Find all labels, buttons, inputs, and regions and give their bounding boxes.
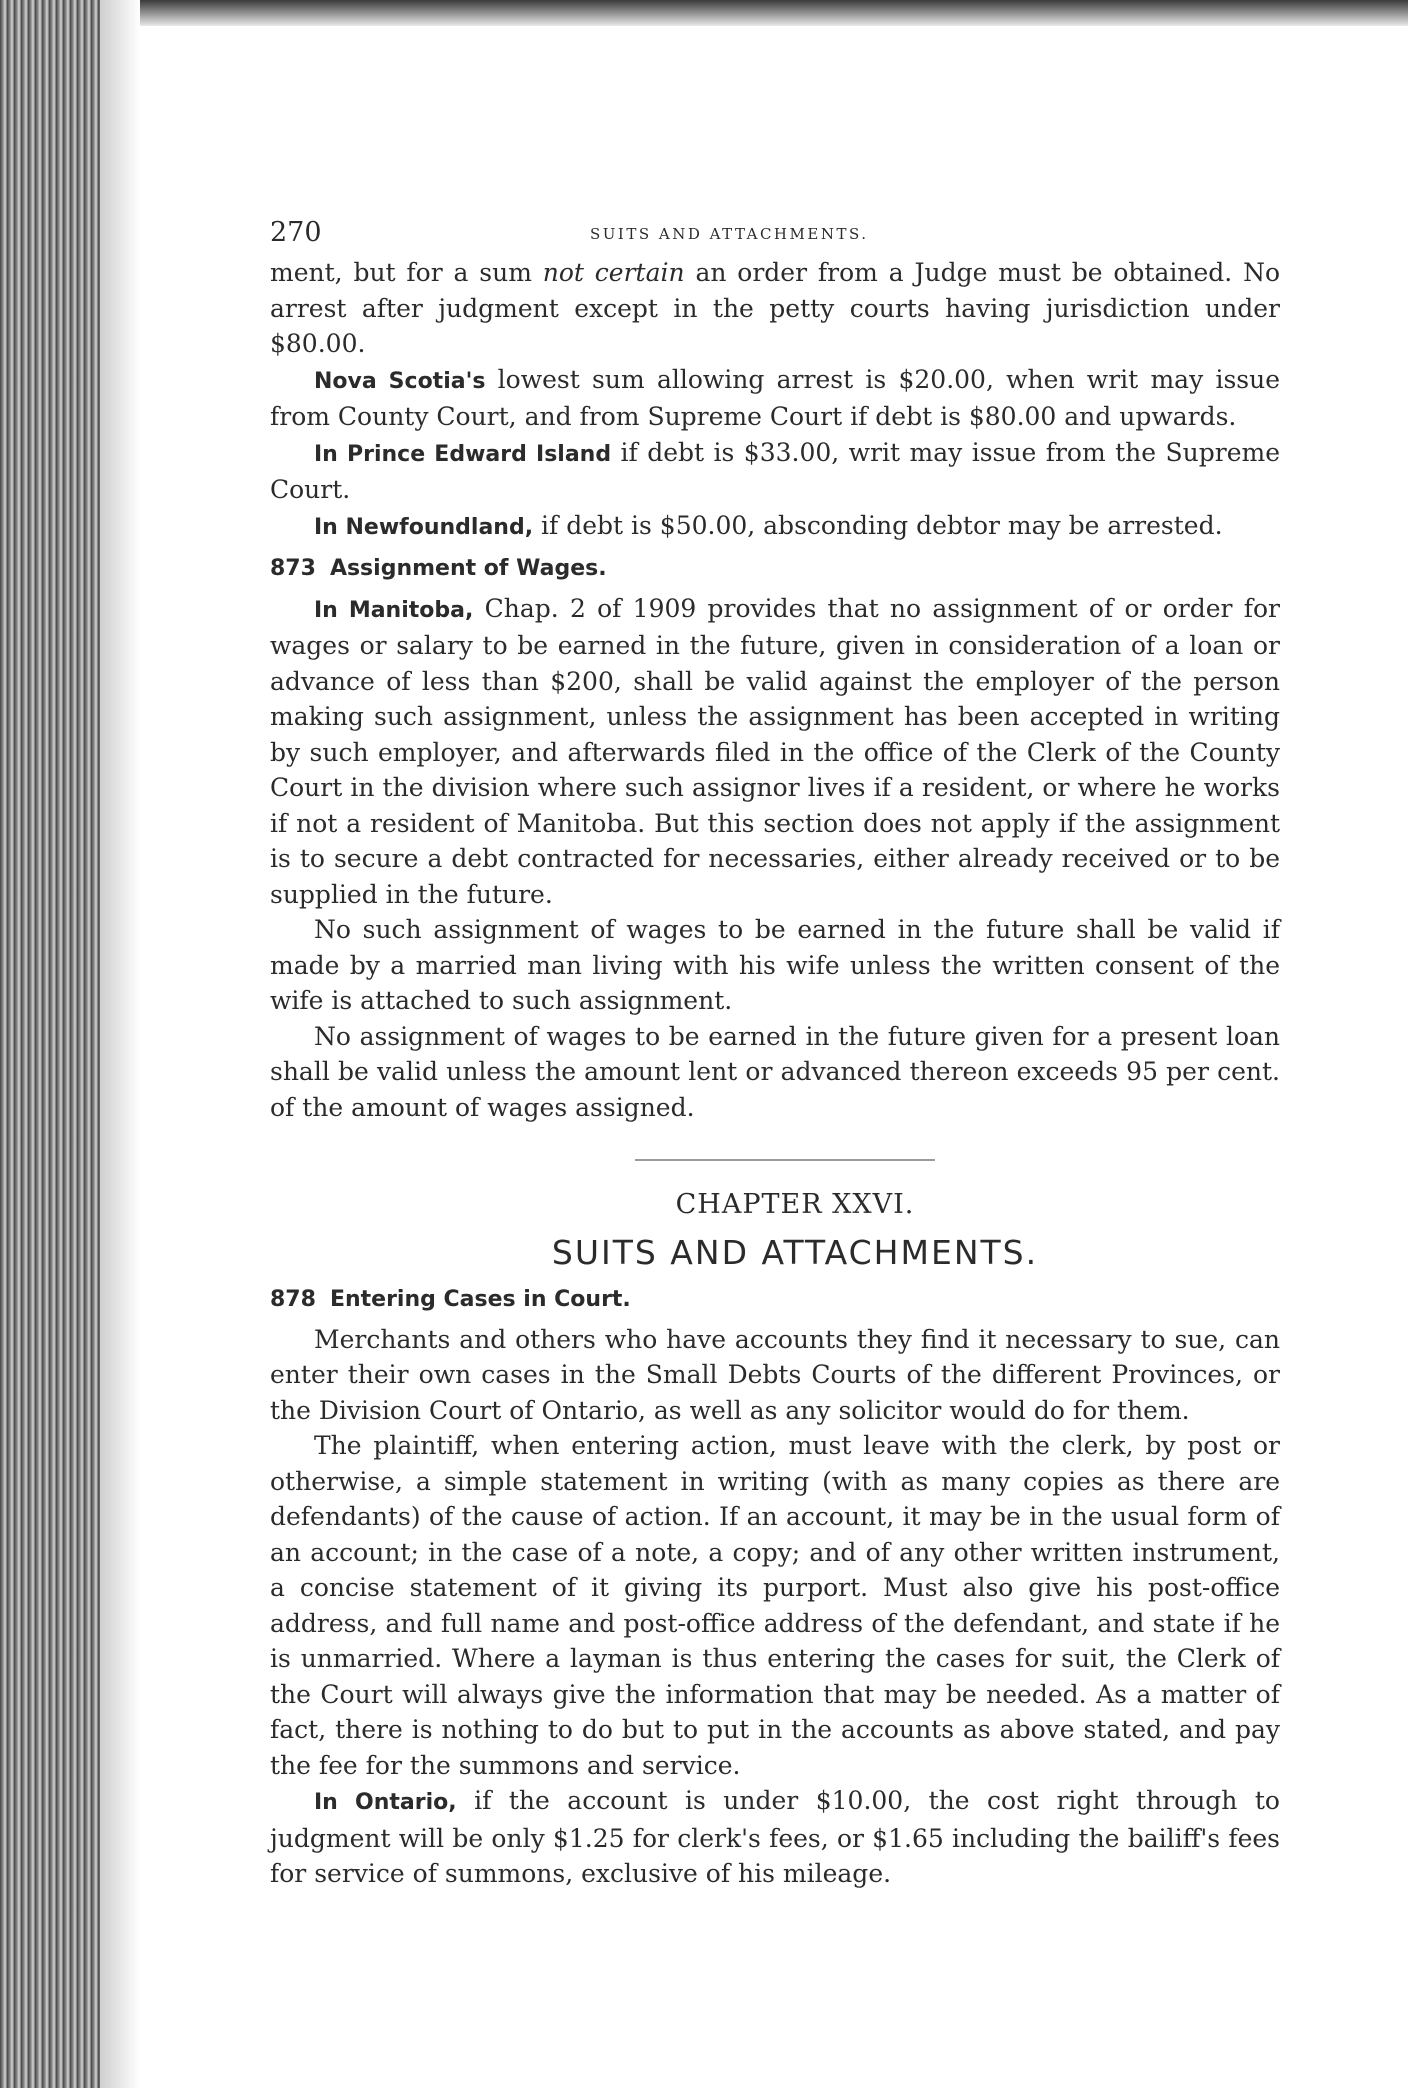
- top-scan-shadow: [0, 0, 1408, 26]
- section-title: Assignment of Wages.: [329, 556, 607, 581]
- section-number: 873: [270, 556, 316, 581]
- chapter-title: SUITS AND ATTACHMENTS.: [551, 1232, 1039, 1272]
- paragraph-text: if debt is $33.00, writ may issue from the Supreme Court.: [270, 437, 1280, 504]
- paragraph-text: lowest sum allowing arrest is $20.00, when writ may issue from County Court, and from Supreme Court if debt is $80.00 and upwards.: [270, 364, 1280, 431]
- chapter-divider-rule: [635, 1159, 935, 1161]
- paragraph-ontario: [270, 1783, 1280, 1892]
- paragraph-present-loan: No assignment of wages to be earned in the future given for a present loan shall be valid unless the amount lent or advanced thereon exceeds 95 per cent. of the amount of wages assigned.: [270, 1021, 1280, 1122]
- section-heading-878: [270, 1282, 1280, 1318]
- paragraph-lead: Nova Scotia's: [314, 368, 486, 394]
- paragraph-text: Chap. 2 of 1909 provides that no assignment of or order for wages or salary to be earned in the future, given in consideration of a loan or advance of less than $200, shall be valid against the employer of the person making such assignment, unless the assignment has been accepted in writing by such employer, and afterwards filed in the office of the Clerk of the County Court in the division where such assignor lives if a resident, or where he works if not a resident of Manitoba. But this section does not apply if the assignment is to secure a debt contracted for necessaries, either already received or to be supplied in the future.: [270, 593, 1280, 909]
- text-run: an order from a Judge must be obtained. No arrest after judgment except in the petty courts having jurisdiction under $80.00.: [270, 258, 1280, 358]
- paragraph-prince-edward-island: [270, 435, 1280, 508]
- paragraph-nova-scotia: [270, 362, 1280, 435]
- running-header: [270, 205, 1280, 255]
- emphasis-text: not certain: [542, 258, 685, 287]
- paragraph-merchants: Merchants and others who have accounts they find it necessary to sue, can enter their own cases in the Small Debts Courts of the different Provinces, or the Division Court of Ontario, as well as any solicitor would do for them.: [270, 1324, 1280, 1425]
- section-title: Entering Cases in Court.: [329, 1287, 631, 1312]
- book-page-edges: [0, 0, 110, 2088]
- paragraph-plaintiff: The plaintiff, when entering action, must leave with the clerk, by post or otherwise, a simple statement in writing (with as many copies as there are defendants) of the cause of action. If an account, it may be in the usual form of an account; in the case of a note, a copy; and of any other written instrument, a concise statement of it giving its purport. Must also give his post-office address, and full name and post-office address of the defendant, and state if he is unmarried. Where a layman is thus entering the cases for suit, the Clerk of the Court will always give the information that may be needed. As a matter of fact, there is nothing to do but to put in the accounts as above stated, and pay the fee for the summons and service.: [270, 1431, 1280, 1780]
- paragraph-manitoba: [270, 591, 1280, 913]
- paragraph-continued: [270, 255, 1280, 362]
- paragraph-newfoundland: [270, 508, 1280, 546]
- paragraph-lead: In Newfoundland,: [314, 514, 534, 540]
- section-number: 878: [270, 1287, 316, 1312]
- paragraph-lead: In Prince Edward Island: [314, 441, 612, 467]
- chapter-label: CHAPTER XXVI.: [675, 1189, 915, 1220]
- paragraph-lead: In Ontario,: [314, 1790, 457, 1815]
- gutter-shadow: [100, 0, 140, 2088]
- section-heading-873: [270, 551, 1280, 587]
- paragraph-text: if the account is under $10.00, the cost right through to judgment will be only $1.25 for clerk's fees, or $1.65 including the bailiff's fees for service of summons, exclusive of his mileage.: [270, 1786, 1280, 1888]
- text-run: ment, but for a sum: [270, 258, 543, 287]
- running-title: SUITS AND ATTACHMENTS.: [590, 225, 869, 243]
- book-page: [270, 205, 1280, 1892]
- page-number: 270: [270, 217, 322, 248]
- paragraph-lead: In Manitoba,: [314, 597, 474, 623]
- paragraph-text: if debt is $50.00, absconding debtor may be arrested.: [533, 510, 1223, 540]
- paragraph-married-man: No such assignment of wages to be earned in the future shall be valid if made by a married man living with his wife unless the written consent of the wife is attached to such assignment.: [270, 915, 1280, 1015]
